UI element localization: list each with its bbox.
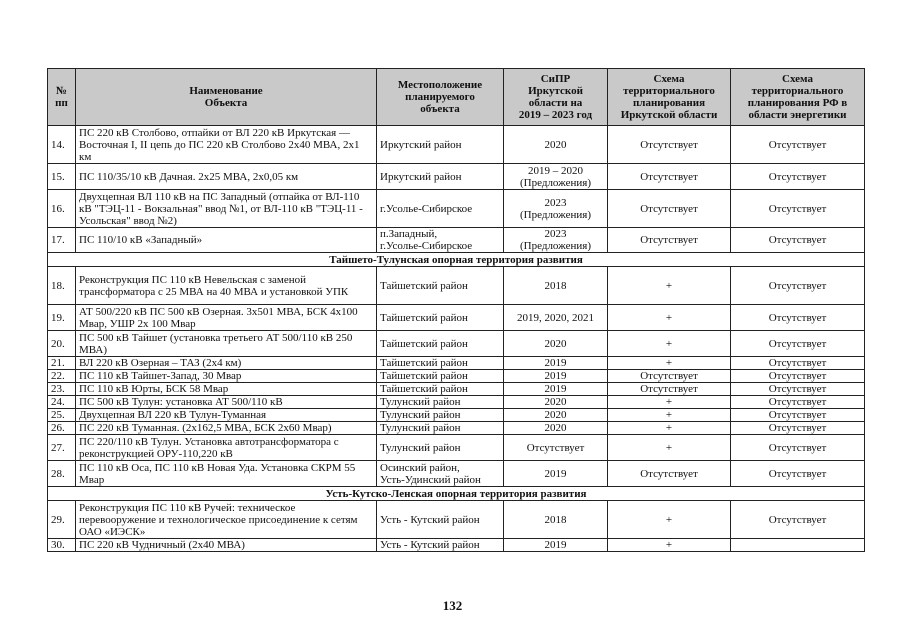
object-name: ПС 500 кВ Тулун: установка АТ 500/110 кВ — [76, 396, 377, 409]
object-name: ПС 220 кВ Туманная. (2х162,5 МВА, БСК 2х60 Мвар) — [76, 422, 377, 435]
scheme-rf-status: Отсутствует — [731, 383, 865, 396]
scheme-rf-status — [731, 539, 865, 552]
row-number: 14. — [48, 126, 76, 164]
scheme-rf-status: Отсутствует — [731, 228, 865, 253]
object-name: Реконструкция ПС 110 кВ Ручей: техническое перевооружение и технологическое присоединение к сетям ОАО «ИЭСК» — [76, 501, 377, 539]
object-location: Тайшетский район — [377, 357, 504, 370]
scheme-rf-status: Отсутствует — [731, 396, 865, 409]
scheme-region-status: + — [608, 396, 731, 409]
sipr-years: 2020 — [504, 422, 608, 435]
scheme-region-status: + — [608, 422, 731, 435]
scheme-region-status: Отсутствует — [608, 190, 731, 228]
scheme-rf-status: Отсутствует — [731, 461, 865, 487]
col-header-num: № пп — [48, 69, 76, 126]
row-number: 17. — [48, 228, 76, 253]
object-name: ПС 220/110 кВ Тулун. Установка автотрансформатора с реконструкцией ОРУ-110,220 кВ — [76, 435, 377, 461]
scheme-rf-status: Отсутствует — [731, 331, 865, 357]
object-location: Тайшетский район — [377, 305, 504, 331]
sipr-years: 2020 — [504, 331, 608, 357]
object-location: Усть - Кутский район — [377, 539, 504, 552]
sipr-years: 2018 — [504, 267, 608, 305]
sipr-years: 2019 – 2020 (Предложения) — [504, 164, 608, 190]
row-number: 21. — [48, 357, 76, 370]
row-number: 29. — [48, 501, 76, 539]
scheme-region-status: Отсутствует — [608, 126, 731, 164]
col-header-name: Наименование Объекта — [76, 69, 377, 126]
object-location: Тайшетский район — [377, 370, 504, 383]
sipr-years: 2023 (Предложения) — [504, 190, 608, 228]
table-row — [48, 267, 865, 305]
object-name: ПС 110 кВ Оса, ПС 110 кВ Новая Уда. Установка СКРМ 55 Мвар — [76, 461, 377, 487]
table-row — [48, 409, 865, 422]
sipr-years: 2020 — [504, 409, 608, 422]
scheme-rf-status: Отсутствует — [731, 267, 865, 305]
object-name: ПС 110 кВ Тайшет-Запад, 30 Мвар — [76, 370, 377, 383]
row-number: 24. — [48, 396, 76, 409]
sipr-years: 2020 — [504, 396, 608, 409]
table-row — [48, 501, 865, 539]
object-location: Усть - Кутский район — [377, 501, 504, 539]
col-header-sipr: СиПР Иркутской области на 2019 – 2023 год — [504, 69, 608, 126]
object-location: Тулунский район — [377, 435, 504, 461]
page-number: 132 — [442, 598, 463, 613]
sipr-years: 2018 — [504, 501, 608, 539]
sipr-years: 2020 — [504, 126, 608, 164]
object-location: Тайшетский район — [377, 331, 504, 357]
row-number: 28. — [48, 461, 76, 487]
row-number: 15. — [48, 164, 76, 190]
object-name: Двухцепная ВЛ 220 кВ Тулун-Туманная — [76, 409, 377, 422]
scheme-region-status: + — [608, 267, 731, 305]
table-row — [48, 305, 865, 331]
sipr-years: 2019 — [504, 383, 608, 396]
row-number: 25. — [48, 409, 76, 422]
sipr-years: 2019 — [504, 370, 608, 383]
table-row — [48, 228, 865, 253]
scheme-rf-status: Отсутствует — [731, 357, 865, 370]
scheme-region-status: Отсутствует — [608, 383, 731, 396]
table-row — [48, 422, 865, 435]
scheme-region-status: + — [608, 539, 731, 552]
scheme-rf-status: Отсутствует — [731, 422, 865, 435]
sipr-years: 2019 — [504, 461, 608, 487]
object-location: п.Западный, г.Усолье-Сибирское — [377, 228, 504, 253]
sipr-years: 2019 — [504, 539, 608, 552]
table-row — [48, 164, 865, 190]
row-number: 22. — [48, 370, 76, 383]
scheme-rf-status: Отсутствует — [731, 190, 865, 228]
object-location: Тайшетский район — [377, 267, 504, 305]
table-row — [48, 331, 865, 357]
object-location: Тулунский район — [377, 396, 504, 409]
sipr-years: Отсутствует — [504, 435, 608, 461]
object-name: Двухцепная ВЛ 110 кВ на ПС Западный (отпайка от ВЛ-110 кВ "ТЭЦ-11 - Вокзальная" ввод №1, от ВЛ-110 кВ "ТЭЦ-11 - Усольская" ввод №2) — [76, 190, 377, 228]
scheme-rf-status: Отсутствует — [731, 501, 865, 539]
table-row — [48, 357, 865, 370]
scheme-rf-status: Отсутствует — [731, 305, 865, 331]
object-name: ПС 110 кВ Юрты, БСК 58 Мвар — [76, 383, 377, 396]
table-row — [48, 396, 865, 409]
row-number: 30. — [48, 539, 76, 552]
scheme-region-status: Отсутствует — [608, 461, 731, 487]
col-header-scheme-rf: Схема территориального планирования РФ в области энергетики — [731, 69, 865, 126]
sipr-years: 2019, 2020, 2021 — [504, 305, 608, 331]
object-name: Реконструкция ПС 110 кВ Невельская с заменой трансформатора с 25 МВА на 40 МВА и установкой УПК — [76, 267, 377, 305]
object-name: ПС 110/35/10 кВ Дачная. 2х25 МВА, 2х0,05 км — [76, 164, 377, 190]
object-location: Иркутский район — [377, 164, 504, 190]
table-row — [48, 435, 865, 461]
row-number: 27. — [48, 435, 76, 461]
table-row — [48, 539, 865, 552]
row-number: 26. — [48, 422, 76, 435]
col-header-location: Местоположение планируемого объекта — [377, 69, 504, 126]
object-name: ВЛ 220 кВ Озерная – ТАЗ (2х4 км) — [76, 357, 377, 370]
table-row — [48, 370, 865, 383]
object-name: ПС 500 кВ Тайшет (установка третьего АТ 500/110 кВ 250 МВА) — [76, 331, 377, 357]
scheme-region-status: + — [608, 305, 731, 331]
scheme-region-status: + — [608, 501, 731, 539]
scheme-rf-status: Отсутствует — [731, 164, 865, 190]
scheme-region-status: + — [608, 435, 731, 461]
scheme-region-status: + — [608, 357, 731, 370]
section-row — [48, 253, 865, 267]
row-number: 18. — [48, 267, 76, 305]
scheme-rf-status: Отсутствует — [731, 370, 865, 383]
row-number: 20. — [48, 331, 76, 357]
table-body — [48, 126, 865, 552]
col-header-scheme-region: Схема территориального планирования Иркутской области — [608, 69, 731, 126]
table-row — [48, 190, 865, 228]
section-row — [48, 487, 865, 501]
scheme-region-status: Отсутствует — [608, 228, 731, 253]
scheme-rf-status: Отсутствует — [731, 409, 865, 422]
row-number: 16. — [48, 190, 76, 228]
object-location: Иркутский район — [377, 126, 504, 164]
scheme-region-status: + — [608, 409, 731, 422]
sipr-years: 2019 — [504, 357, 608, 370]
section-title: Усть-Кутско-Ленская опорная территория развития — [48, 487, 865, 501]
table-row — [48, 383, 865, 396]
row-number: 23. — [48, 383, 76, 396]
scheme-region-status: Отсутствует — [608, 164, 731, 190]
object-location: Осинский район, Усть-Удинский район — [377, 461, 504, 487]
table-header-row — [48, 69, 865, 126]
planning-table — [47, 68, 865, 552]
table-row — [48, 461, 865, 487]
object-location: Тулунский район — [377, 422, 504, 435]
object-location: Тулунский район — [377, 409, 504, 422]
scheme-rf-status: Отсутствует — [731, 126, 865, 164]
object-name: ПС 110/10 кВ «Западный» — [76, 228, 377, 253]
scheme-region-status: Отсутствует — [608, 370, 731, 383]
row-number: 19. — [48, 305, 76, 331]
sipr-years: 2023 (Предложения) — [504, 228, 608, 253]
object-name: ПС 220 кВ Столбово, отпайки от ВЛ 220 кВ Иркутская — Восточная I, II цепь до ПС 220 кВ Столбово 2х40 МВА, 2х1 км — [76, 126, 377, 164]
object-name: АТ 500/220 кВ ПС 500 кВ Озерная. 3х501 МВА, БСК 4х100 Мвар, УШР 2х 100 Мвар — [76, 305, 377, 331]
object-location: Тайшетский район — [377, 383, 504, 396]
object-name: ПС 220 кВ Чудничный (2х40 МВА) — [76, 539, 377, 552]
table-row — [48, 126, 865, 164]
section-title: Тайшето-Тулунская опорная территория развития — [48, 253, 865, 267]
scheme-rf-status: Отсутствует — [731, 435, 865, 461]
object-location: г.Усолье-Сибирское — [377, 190, 504, 228]
scheme-region-status: + — [608, 331, 731, 357]
